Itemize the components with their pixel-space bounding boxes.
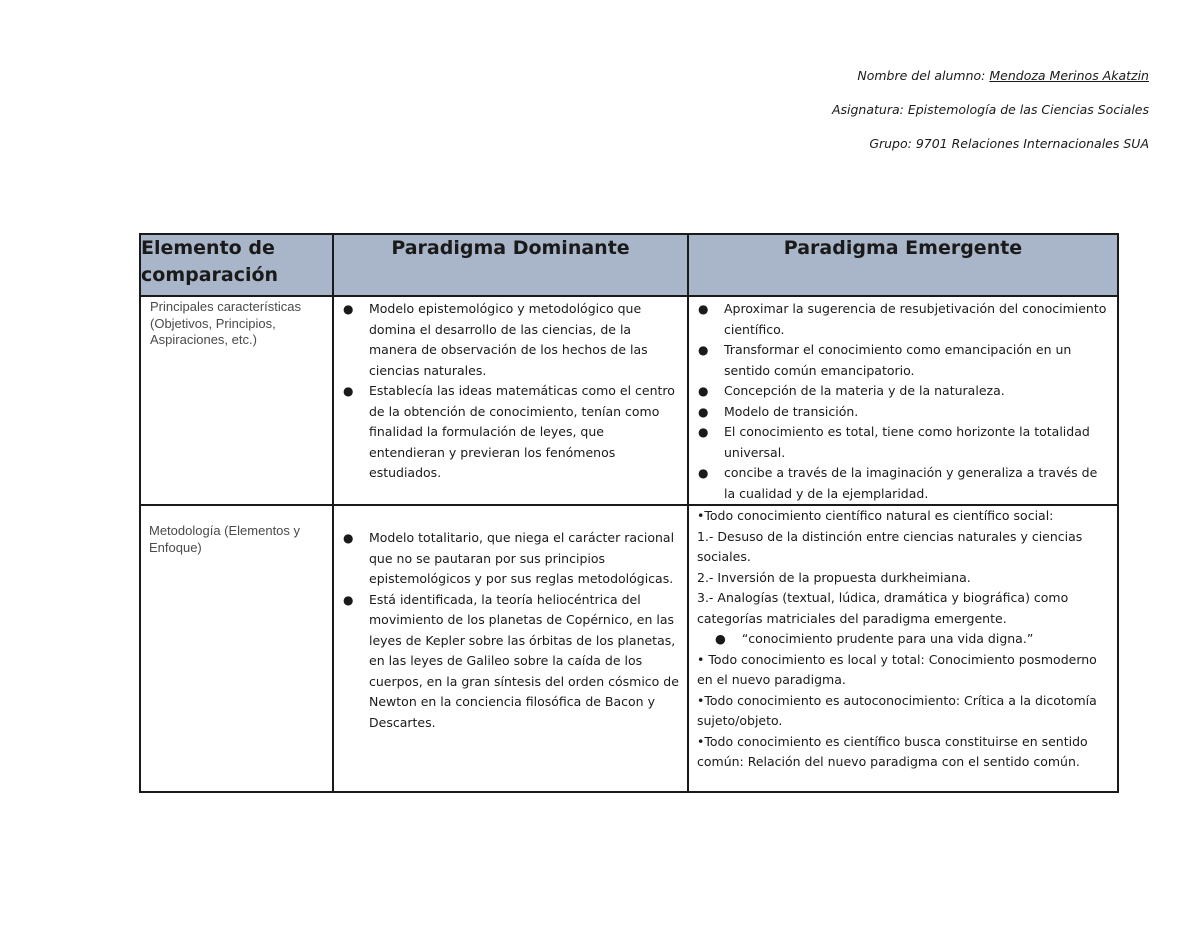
emergent-text-block xyxy=(689,506,1117,773)
text-line: ● “conocimiento prudente para una vida digna.” xyxy=(715,631,1034,646)
bullet-icon: ● xyxy=(343,384,354,398)
text-line: • Todo conocimiento es local y total: Conocimiento posmoderno en el nuevo paradigma. xyxy=(697,651,1097,687)
bullet-icon: ● xyxy=(343,531,354,545)
emergent-cell xyxy=(688,505,1118,792)
list-item: ● Aproximar la sugerencia de resubjetivación del conocimiento científico. xyxy=(698,301,1107,337)
list-item: ● Establecía las ideas matemáticas como el centro de la obtención de conocimiento, tenían como finalidad la formulación de leyes, que entendieran y previeran los fenómenos estudiados. xyxy=(343,383,675,480)
bullet-icon: ● xyxy=(698,343,709,357)
subject-line: Asignatura: Epistemología de las Ciencias Sociales xyxy=(831,102,1149,117)
header-dominant: Paradigma Dominante xyxy=(333,234,688,296)
table-header-row xyxy=(140,234,1118,296)
comparison-table xyxy=(139,233,1119,793)
text-line: 1.- Desuso de la distinción entre ciencias naturales y ciencias sociales. xyxy=(697,528,1083,564)
text-line: •Todo conocimiento es autoconocimiento: Crítica a la dicotomía sujeto/objeto. xyxy=(697,692,1097,728)
bullet-icon: ● xyxy=(715,631,726,646)
header-emergent: Paradigma Emergente xyxy=(688,234,1118,296)
bullet-icon: ● xyxy=(698,384,709,398)
table-row xyxy=(140,505,1118,792)
dominant-cell xyxy=(333,505,688,792)
bullet-icon: ● xyxy=(698,404,709,419)
group-line: Grupo: 9701 Relaciones Internacionales SUA xyxy=(869,136,1149,151)
text-line: 3.- Analogías (textual, lúdica, dramática y biográfica) como categorías matriciales del paradigma emergente. xyxy=(697,590,1069,626)
bullet-icon: ● xyxy=(698,302,709,316)
text-line: •Todo conocimiento científico natural es científico social: xyxy=(697,508,1054,523)
list-item: ● Está identificada, la teoría heliocéntrica del movimiento de los planetas de Copérnico, en las leyes de Kepler sobre las órbitas de los planetas, en las leyes de Galileo sobre la caída de los cuerpos, en la gran síntesis del orden cósmico de Newton en la conciencia filosófica de Bacon y Descartes. xyxy=(343,591,679,730)
text-line: 2.- Inversión de la propuesta durkheimiana. xyxy=(697,569,971,585)
list-item: ● Modelo totalitario, que niega el carácter racional que no se pautaran por sus principios epistemológicos y por sus reglas metodológicas. xyxy=(343,530,675,586)
bullet-icon: ● xyxy=(698,466,709,480)
row-label: Metodología (Elementos y Enfoque) xyxy=(149,523,301,555)
row-label: Principales características (Objetivos, Principios, Aspiraciones, etc.) xyxy=(150,299,301,347)
row-label-cell xyxy=(140,505,333,792)
list-item: ● concibe a través de la imaginación y generaliza a través de la cualidad y de la ejemplaridad. xyxy=(698,465,1098,501)
list-item: ● Concepción de la materia y de la naturaleza. xyxy=(689,381,1111,402)
emergent-cell xyxy=(688,296,1118,505)
list-item: ● Modelo epistemológico y metodológico que domina el desarrollo de las ciencias, de la manera de observación de los hechos de las ciencias naturales. xyxy=(343,301,648,378)
header-element: Elemento de comparación xyxy=(140,234,333,296)
table-row xyxy=(140,296,1118,505)
bullet-icon: ● xyxy=(343,592,354,607)
student-label: Nombre del alumno: xyxy=(857,68,986,83)
list-item: ● El conocimiento es total, tiene como horizonte la totalidad universal. xyxy=(698,424,1090,460)
list-item: ● Transformar el conocimiento como emancipación en un sentido común emancipatorio. xyxy=(698,342,1072,378)
student-name: Mendoza Merinos Akatzin xyxy=(989,68,1149,83)
text-line: •Todo conocimiento es científico busca constituirse en sentido común: Relación del nuevo paradigma con el sentido común. xyxy=(697,733,1088,769)
list-item: ● Modelo de transición. xyxy=(689,402,1111,423)
student-name-line xyxy=(857,68,1149,84)
bullet-icon: ● xyxy=(698,425,709,439)
bullet-icon: ● xyxy=(343,302,354,316)
row-label-cell xyxy=(140,296,333,505)
dominant-cell xyxy=(333,296,688,505)
